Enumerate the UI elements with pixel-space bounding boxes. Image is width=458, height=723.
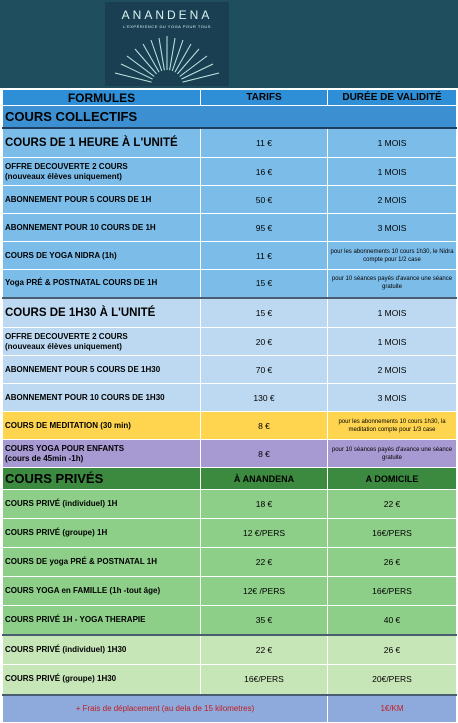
row-name: COURS YOGA en FAMILLE (1h -tout âge) — [3, 577, 201, 606]
row-anandena: 16€/PERS — [201, 665, 328, 695]
frais-label: + Frais de déplacement (au dela de 15 kilometres) — [3, 695, 328, 723]
row-name — [3, 440, 201, 468]
table-row — [3, 412, 457, 440]
row-domicile: 16€/PERS — [328, 577, 457, 606]
row-price: 70 € — [201, 356, 328, 384]
table-row — [3, 356, 457, 384]
row-validity: 2 MOIS — [328, 186, 457, 214]
col-validite: DURÉE DE VALIDITÉ — [328, 90, 457, 106]
row-name: COURS PRIVÉ (individuel) 1H30 — [3, 635, 201, 665]
row-note: pour 10 séances payés d'avance une séance gratuite — [328, 440, 457, 468]
row-name — [3, 328, 201, 356]
row-anandena: 22 € — [201, 548, 328, 577]
frais-row — [3, 695, 457, 723]
row-name-line1: OFFRE DECOUVERTE 2 COURS — [5, 331, 128, 341]
row-anandena: 35 € — [201, 606, 328, 635]
row-price: 50 € — [201, 186, 328, 214]
row-validity: 1 MOIS — [328, 298, 457, 328]
row-name: ABONNEMENT POUR 5 COURS DE 1H — [3, 186, 201, 214]
row-validity: 3 MOIS — [328, 214, 457, 242]
row-name: COURS DE 1 HEURE À L'UNITÉ — [3, 128, 201, 158]
row-domicile: 16€/PERS — [328, 519, 457, 548]
section-title: COURS COLLECTIFS — [3, 106, 457, 128]
row-validity: 3 MOIS — [328, 384, 457, 412]
row-name-line2: (nouveaux élèves uniquement) — [5, 171, 122, 181]
row-name — [3, 158, 201, 186]
table-row — [3, 577, 457, 606]
section-collectifs — [3, 106, 457, 128]
row-validity: 2 MOIS — [328, 356, 457, 384]
row-price: 20 € — [201, 328, 328, 356]
row-name: COURS PRIVÉ 1H - YOGA THERAPIE — [3, 606, 201, 635]
table-row — [3, 270, 457, 298]
row-price: 15 € — [201, 298, 328, 328]
logo-title: ANANDENA — [121, 8, 213, 22]
col-anandena: À ANANDENA — [201, 468, 328, 490]
table-row — [3, 490, 457, 519]
row-price: 15 € — [201, 270, 328, 298]
section-prives — [3, 468, 457, 490]
row-validity: 1 MOIS — [328, 328, 457, 356]
row-name: ABONNEMENT POUR 10 COURS DE 1H — [3, 214, 201, 242]
row-price: 95 € — [201, 214, 328, 242]
row-name: COURS DE 1H30 À L'UNITÉ — [3, 298, 201, 328]
row-domicile: 22 € — [328, 490, 457, 519]
row-name-line1: COURS YOGA POUR ENFANTS — [5, 443, 125, 453]
row-name: COURS PRIVÉ (groupe) 1H30 — [3, 665, 201, 695]
row-anandena: 12 €/PERS — [201, 519, 328, 548]
table-row — [3, 548, 457, 577]
table-row — [3, 298, 457, 328]
row-name: COURS PRIVÉ (groupe) 1H — [3, 519, 201, 548]
row-note: pour les abonnements 10 cours 1h30, la meditation compte pour 1/3 case — [328, 412, 457, 440]
row-price: 16 € — [201, 158, 328, 186]
row-anandena: 12€ /PERS — [201, 577, 328, 606]
row-name: COURS DE MEDITATION (30 min) — [3, 412, 201, 440]
header-banner — [0, 0, 458, 88]
table-row — [3, 328, 457, 356]
column-header-row — [3, 90, 457, 106]
table-row — [3, 440, 457, 468]
table-row — [3, 214, 457, 242]
row-note: pour 10 séances payés d'avance une séance gratuite — [328, 270, 457, 298]
pricing-table — [2, 89, 457, 723]
logo-subtitle: L'EXPÉRIENCE DU YOGA POUR TOUS — [123, 24, 211, 29]
table-row — [3, 384, 457, 412]
row-anandena: 22 € — [201, 635, 328, 665]
table-row — [3, 186, 457, 214]
frais-value: 1€/KM — [328, 695, 457, 723]
table-row — [3, 158, 457, 186]
row-validity: 1 MOIS — [328, 158, 457, 186]
col-formules: FORMULES — [3, 90, 201, 106]
row-name-line2: (cours de 45min -1h) — [5, 453, 84, 463]
row-price: 8 € — [201, 412, 328, 440]
row-name-line1: OFFRE DECOUVERTE 2 COURS — [5, 161, 128, 171]
col-tarifs: TARIFS — [201, 90, 328, 106]
row-name: Yoga PRÉ & POSTNATAL COURS DE 1H — [3, 270, 201, 298]
table-row — [3, 128, 457, 158]
table-row — [3, 606, 457, 635]
row-price: 11 € — [201, 242, 328, 270]
row-name-line2: (nouveaux élèves uniquement) — [5, 341, 122, 351]
row-price: 130 € — [201, 384, 328, 412]
row-name: COURS PRIVÉ (individuel) 1H — [3, 490, 201, 519]
section-title: COURS PRIVÉS — [3, 468, 201, 490]
row-domicile: 26 € — [328, 635, 457, 665]
row-price: 8 € — [201, 440, 328, 468]
table-row — [3, 665, 457, 695]
anandena-logo — [105, 2, 229, 86]
row-name: ABONNEMENT POUR 5 COURS DE 1H30 — [3, 356, 201, 384]
table-row — [3, 635, 457, 665]
row-domicile: 40 € — [328, 606, 457, 635]
row-price: 11 € — [201, 128, 328, 158]
row-name: ABONNEMENT POUR 10 COURS DE 1H30 — [3, 384, 201, 412]
row-domicile: 20€/PERS — [328, 665, 457, 695]
row-name: COURS DE yoga PRÉ & POSTNATAL 1H — [3, 548, 201, 577]
row-anandena: 18 € — [201, 490, 328, 519]
row-domicile: 26 € — [328, 548, 457, 577]
row-validity: 1 MOIS — [328, 128, 457, 158]
table-row — [3, 242, 457, 270]
row-note: pour les abonnements 10 cours 1h30, le Nidra compte pour 1/2 case — [328, 242, 457, 270]
col-domicile: A DOMICILE — [328, 468, 457, 490]
sunburst-icon — [105, 30, 229, 86]
row-name: COURS DE YOGA NIDRA (1h) — [3, 242, 201, 270]
table-row — [3, 519, 457, 548]
